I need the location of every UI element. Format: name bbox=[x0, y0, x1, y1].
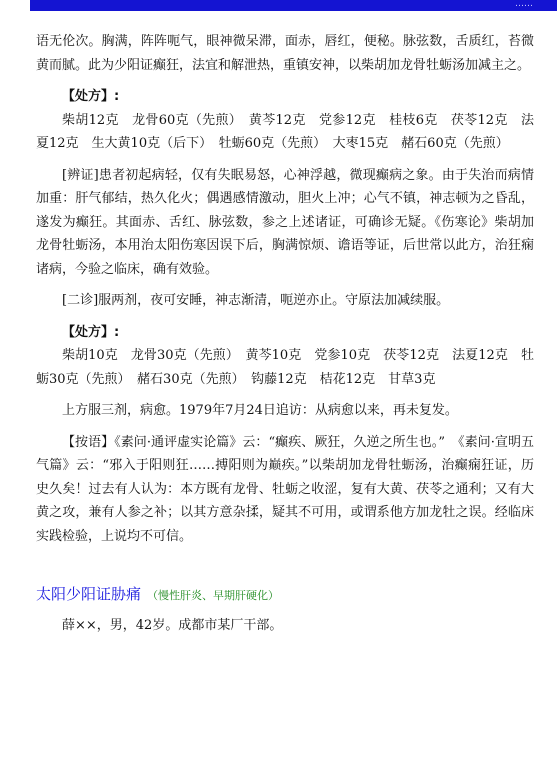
second-visit-paragraph: [二诊]服两剂，夜可安睡，神志渐清，呃逆亦止。守原法加减续服。 bbox=[62, 293, 450, 308]
case-description-paragraph: 语无伦次。胸满，阵阵呃气，眼神微呆滞，面赤，唇红，便秘。脉弦数，舌质红，苔微黄而腻。此为少阳证癫狂，法宜和解泄热，重镇安神，以柴胡加龙骨牡蛎汤加减主之。 bbox=[36, 34, 534, 73]
followup-paragraph: 上方服三剂，病愈。1979年7月24日追访：从病愈以来，再未复发。 bbox=[62, 403, 458, 418]
running-header-text: …… bbox=[515, 0, 533, 9]
prescription-heading: 【处方】: bbox=[62, 89, 120, 104]
document-page bbox=[36, 30, 534, 638]
prescription-heading-2: 【处方】: bbox=[62, 324, 120, 340]
case-intro-line: 薛××，男，42岁。成都市某厂干部。 bbox=[62, 618, 283, 633]
top-header-bar bbox=[30, 0, 557, 11]
differentiation-paragraph: [辨证]患者初起病轻，仅有失眠易怒，心神浮越，微现癫病之象。由于失治而病情加重：肝气郁结，热久化火；偶遇感情激动，胆火上冲；心气不镇，神志顿为之昏乱，遂发为癫狂。其面赤、舌红、脉弦数，参之上述诸证，可确诊无疑。《伤寒论》柴胡加龙骨牡蛎汤，本用治太阳伤寒因误下后，胸满惊烦、谵语等证，后世常以此方，治狂痫诸病，今验之临床，确有效验。 bbox=[36, 167, 534, 277]
section-title-text: 太阳少阳证胁痛 bbox=[36, 585, 142, 603]
commentary-paragraph: 【按语】《素问·通评虚实论篇》云：“癫疾、厥狂，久逆之所生也。” 《素问·宣明五气篇》云：“邪入于阳则狂……搏阳则为巅疾。”以柴胡加龙骨牡蛎汤，治癫痫狂证，历史久矣！过去有人认为：本方既有龙骨、牡蛎之收涩，复有大黄、茯苓之通利；又有大黄之攻，兼有人参之补；以其方意杂揉，疑其不可用，或谓系他方加龙牡之误。经临床实践检验，上说均不可信。 bbox=[36, 434, 534, 544]
section-subtitle: （慢性肝炎、早期肝硬化） bbox=[147, 589, 280, 602]
prescription-paragraph: 柴胡12克 龙骨60克（先煎） 黄芩12克 党参12克 桂枝6克 茯苓12克 法夏12克 生大黄10克（后下） 牡蛎60克（先煎） 大枣15克 赭石60克（先煎） bbox=[36, 112, 534, 151]
section-heading bbox=[36, 582, 534, 608]
prescription-paragraph-2: 柴胡10克 龙骨30克（先煎） 黄芩10克 党参10克 茯苓12克 法夏12克 牡蛎30克（先煎） 赭石30克（先煎） 钩藤12克 桔花12克 甘草3克 bbox=[36, 348, 534, 387]
